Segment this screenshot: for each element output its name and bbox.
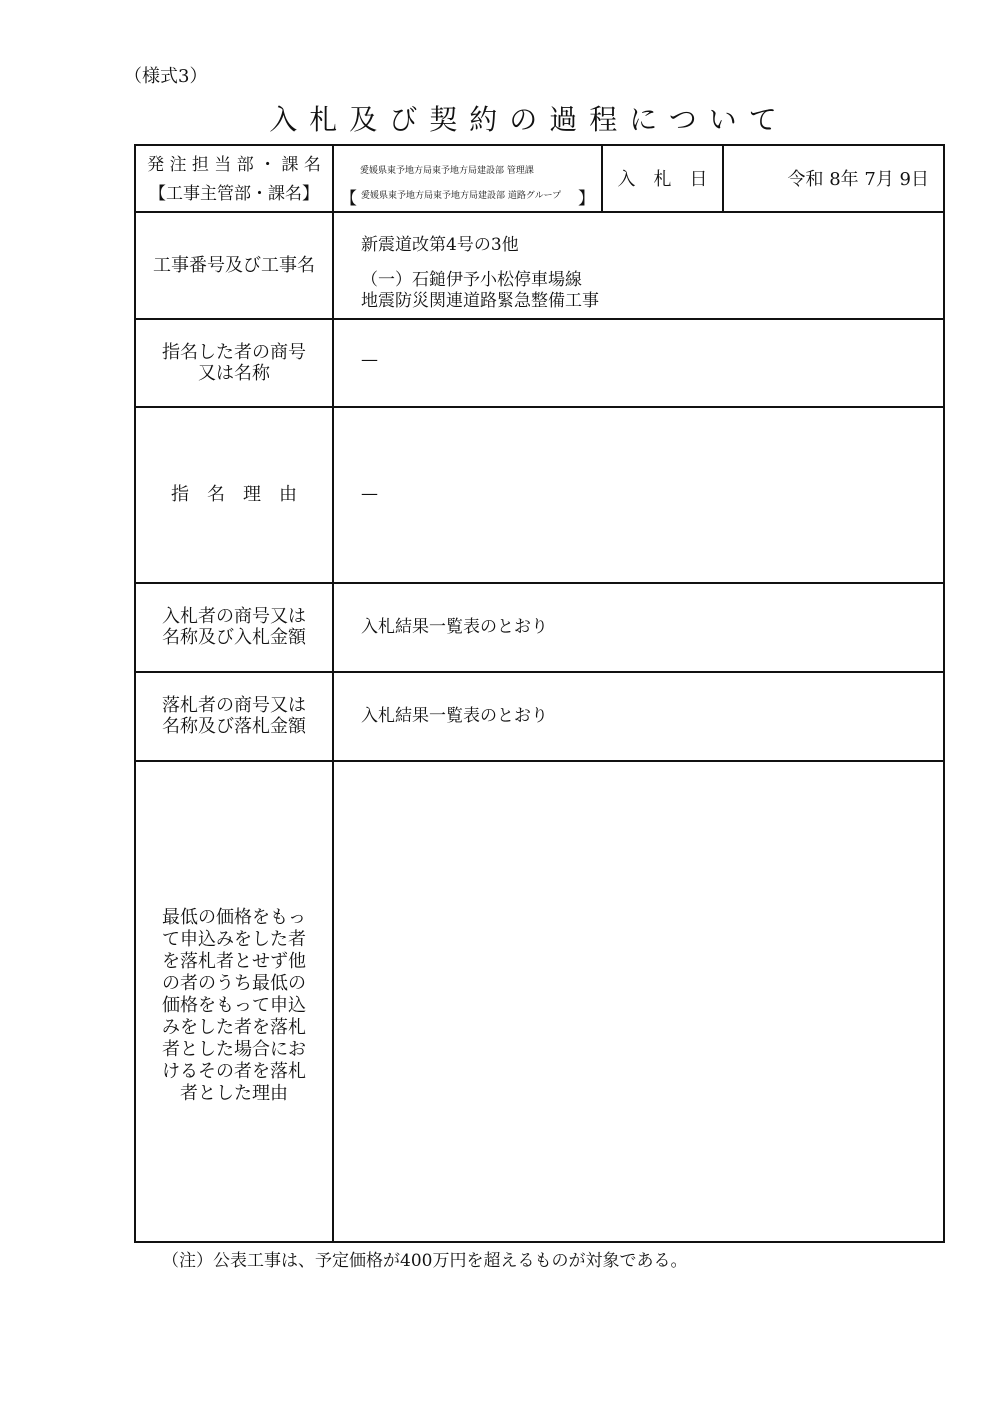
other-reason-label-line: 者とした場合にお	[162, 1039, 306, 1060]
dept-label-line2: 【工事主管部・課名】	[149, 184, 319, 204]
work-route: （一）石鎚伊予小松停車場線	[361, 270, 582, 290]
dept-label-line1: 発 注 担 当 部 ・ 課 名	[147, 155, 321, 175]
other-reason-label-line: て申込みをした者	[162, 929, 306, 950]
row-divider	[134, 671, 945, 673]
designated-value: —	[361, 350, 378, 370]
row-divider	[134, 211, 945, 213]
work-name: 地震防災関連道路緊急整備工事	[361, 291, 599, 311]
winner-label-line2: 名称及び落札金額	[162, 716, 306, 737]
reason-value: —	[361, 484, 378, 504]
form-number: （様式3）	[124, 66, 208, 87]
other-reason-label-line: 価格をもって申込	[162, 995, 306, 1016]
bidders-label-line1: 入札者の商号又は	[162, 606, 306, 627]
bid-date-value: 令和 8年 7月 9日	[787, 169, 929, 190]
other-reason-label-line: みをした者を落札	[162, 1017, 306, 1038]
other-reason-label	[136, 907, 332, 1105]
row-divider	[134, 582, 945, 584]
bidders-label-line2: 名称及び入札金額	[162, 627, 306, 648]
column-divider	[332, 144, 334, 1243]
other-reason-label-line: 最低の価格をもっ	[162, 907, 306, 928]
work-label: 工事番号及び工事名	[153, 255, 315, 276]
reason-label: 指 名 理 由	[171, 484, 297, 505]
winner-value: 入札結果一覧表のとおり	[361, 706, 548, 726]
row-divider	[134, 760, 945, 762]
designated-label-line2: 又は名称	[198, 363, 270, 384]
dept-bracket-open: 【	[340, 189, 357, 209]
footnote: （注）公表工事は、予定価格が400万円を超えるものが対象である。	[162, 1251, 688, 1271]
other-reason-label-line: けるその者を落札	[162, 1061, 306, 1082]
row-divider	[134, 318, 945, 320]
other-reason-label-line: 者とした理由	[180, 1083, 288, 1104]
work-number: 新震道改第4号の3他	[361, 235, 519, 255]
designated-label-line1: 指名した者の商号	[162, 342, 306, 363]
bidders-value: 入札結果一覧表のとおり	[361, 617, 548, 637]
dept-sub-value: 愛媛県東予地方局東予地方局建設部 道路グループ	[361, 191, 562, 201]
dept-bracket-close: 】	[578, 189, 595, 209]
winner-label-line1: 落札者の商号又は	[162, 695, 306, 716]
other-reason-label-line: の者のうち最低の	[162, 973, 306, 994]
other-reason-label-line: を落札者とせず他	[162, 951, 306, 972]
dept-value: 愛媛県東予地方局東予地方局建設部 管理課	[360, 166, 534, 176]
bid-date-label: 入 札 日	[617, 169, 708, 190]
row-divider	[134, 406, 945, 408]
page-title: 入札及び契約の過程について	[269, 103, 789, 136]
